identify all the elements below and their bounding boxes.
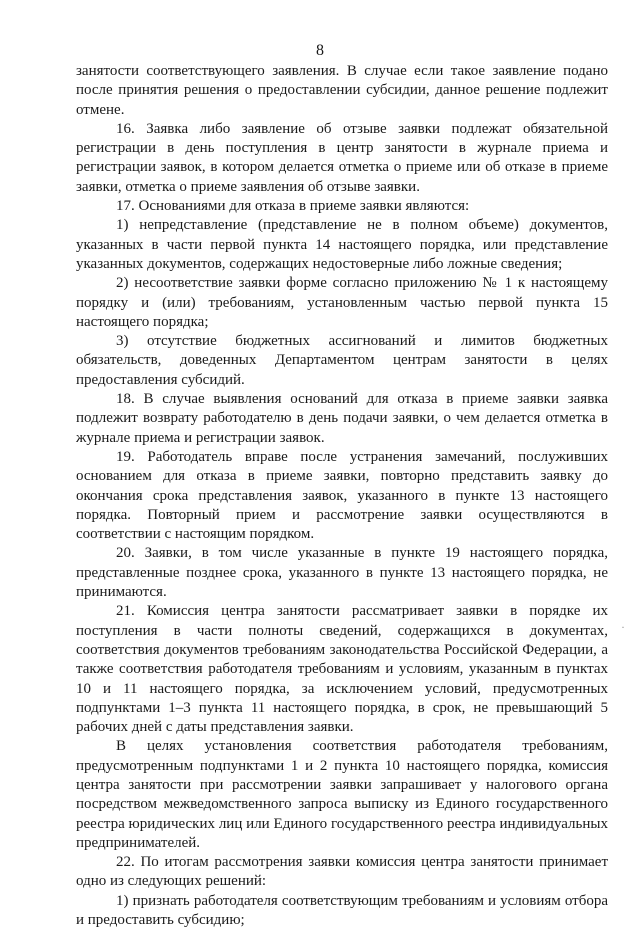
paragraph-19: 19. Работодатель вправе после устранения замечаний, послуживших основанием для отказа в приеме заявки, повторно представить заявку до окончания срока представления заявок, указанного в пункте 13 настоящего порядка. Повторный прием и рассмотрение заявки осуществляются в соответствии с настоящим порядком. bbox=[76, 448, 608, 543]
paragraph-22-item-1: 1) признать работодателя соответствующим требованиям и условиям отбора и предоставить субсидию; bbox=[76, 892, 608, 929]
paragraph-17-item-3: 3) отсутствие бюджетных ассигнований и лимитов бюджетных обязательств, доведенных Департаментом центрам занятости в целях предоставления субсидий. bbox=[76, 333, 608, 388]
paragraph-continuation: занятости соответствующего заявления. В случае если такое заявление подано после принятия решения о предоставлении субсидии, данное решение подлежит отмене. bbox=[76, 63, 608, 118]
margin-tick-mark: · bbox=[621, 620, 625, 634]
paragraph-17: 17. Основаниями для отказа в приеме заявки являются: bbox=[116, 198, 470, 215]
paragraph-21-part-2: В целях установления соответствия работодателя требованиям, предусмотренным подпунктами 1 и 2 пункта 10 настоящего порядка, комиссия центра занятости при рассмотрении заявки запрашивает у налогового органа посредством межведомственного запроса выписку из Единого государственного реестра юридических лиц или Единого государственного реестра индивидуальных предпринимателей. bbox=[76, 738, 608, 851]
paragraph-16: 16. Заявка либо заявление об отзыве заявки подлежат обязательной регистрации в день поступления в центр занятости в журнале приема и регистрации заявок, в котором делается отметка о приеме или об отказе в приеме заявки, отметка о приеме заявления об отзыве заявки. bbox=[76, 120, 608, 195]
paragraph-17-item-2: 2) несоответствие заявки форме согласно приложению № 1 к настоящему порядку и (или) требованиям, установленным частью первой пункта 15 настоящего порядка; bbox=[76, 275, 608, 330]
paragraph-22: 22. По итогам рассмотрения заявки комиссия центра занятости принимает одно из следующих решений: bbox=[76, 854, 608, 890]
paragraph-21: 21. Комиссия центра занятости рассматривает заявки в порядке их поступления в части полноты сведений, содержащихся в документах, соответствия документов требованиям законодательства Российской Федерации, а также соответствия работодателя требованиям и условиям, указанным в пунктах 10 и 11 настоящего порядка, за исключением условий, предусмотренных подпунктами 1–3 пункта 11 настоящего порядка, в срок, не превышающий 5 рабочих дней с даты представления заявки. bbox=[76, 603, 608, 736]
paragraph-17-item-1: 1) непредставление (представление не в полном объеме) документов, указанных в части первой пункта 14 настоящего порядка, или представление указанных документов, содержащих недостоверные либо ложные сведения; bbox=[76, 217, 608, 272]
page-number: 8 bbox=[316, 42, 324, 59]
paragraph-20: 20. Заявки, в том числе указанные в пункте 19 настоящего порядка, представленные позднее срока, указанного в пункте 13 настоящего порядка, не принимаются. bbox=[76, 545, 608, 601]
paragraph-18: 18. В случае выявления оснований для отказа в приеме заявки заявка подлежит возврату работодателю в день подачи заявки, о чем делается отметка в журнале приема и регистрации заявок. bbox=[76, 391, 608, 446]
document-body bbox=[76, 62, 608, 930]
